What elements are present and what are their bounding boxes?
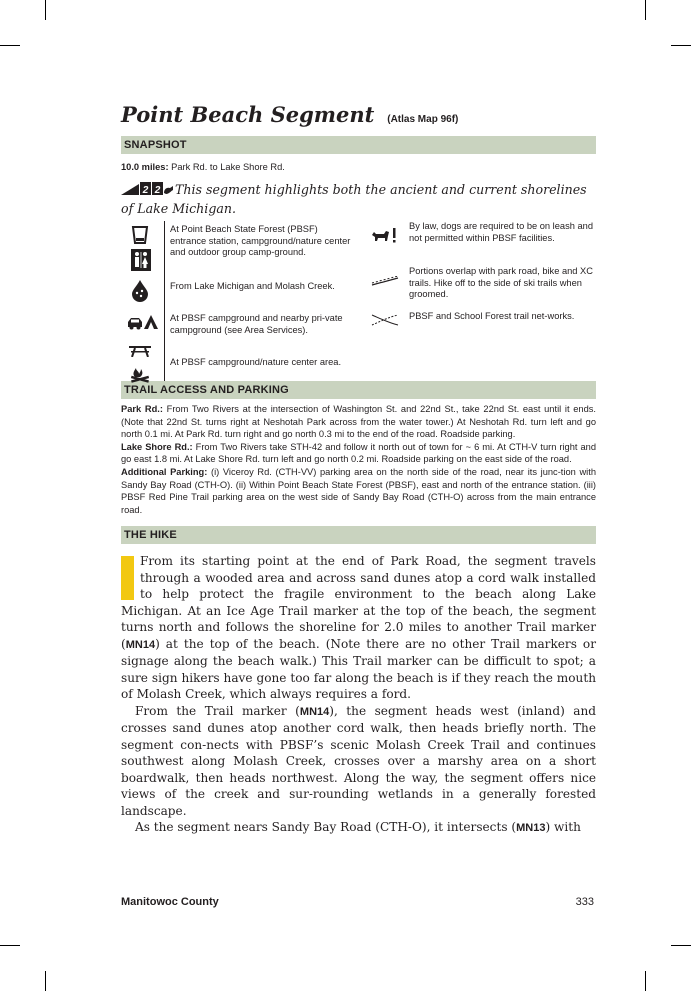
fire-icon: [129, 365, 151, 387]
water-icon: [131, 225, 149, 249]
trail-marker-code: MN14: [299, 705, 330, 718]
amenity-text: At Point Beach State Forest (PBSF) entrance station, campground/nature center and outdoor group camp-ground.: [170, 224, 351, 257]
hike-text-run: ), the segment heads west (inland) and crosses sand dunes atop another cord walk, then heads briefly north. The segment con-nects with PBSF’s scenic Molash Creek Trail and continues southwest along Molash Creek, crosses over a marshy area on a short boardwalk, then heads northwest. Along the way, the segment offers nice views of the creek and sur-rounding wetlands in a generally forested landscape.: [121, 703, 597, 818]
segment-length: [121, 160, 596, 174]
elevation-wedge-icon: [121, 184, 139, 195]
hike-paragraph-2: [121, 703, 596, 820]
access-text: From Two Rivers at the intersection of Washington St. and 22nd St., take 22nd St. east until it ends. (Note that 22nd St. turns right at Neshotah Park across from the water tower.) At Neshotah Rd. turn left and go north 0.1 mi. At Park Rd. turn right and go north 0.3 mi to the end of the road. Roadside parking.: [121, 404, 596, 440]
hike-text-run: ) with: [545, 820, 581, 835]
trail-access-section: [121, 403, 596, 516]
crop-mark: [645, 971, 646, 991]
camping-icon: [127, 314, 159, 334]
hike-text-run: As the segment nears Sandy Bay Road (CTH-O), it intersects (: [135, 820, 517, 835]
crop-mark: [671, 45, 691, 46]
access-label: Park Rd.:: [121, 404, 163, 414]
access-label: Additional Parking:: [121, 466, 208, 477]
drop-cap-bar: [121, 556, 134, 600]
access-heading: TRAIL ACCESS AND PARKING: [121, 381, 596, 399]
trail-marker-code: MN13: [516, 822, 546, 835]
miles-route: Park Rd. to Lake Shore Rd.: [171, 162, 285, 172]
boot-icon: [164, 186, 173, 194]
page-number: 333: [575, 896, 594, 908]
drop-icon: [131, 280, 149, 306]
restroom-icon: [131, 249, 151, 275]
access-label: Lake Shore Rd.:: [121, 441, 193, 452]
column-divider: [164, 221, 165, 381]
crop-mark: [671, 945, 691, 946]
access-entry-additional-parking: [121, 466, 596, 516]
crop-mark: [0, 945, 20, 946]
snapshot-heading: SNAPSHOT: [121, 136, 596, 154]
crop-mark: [45, 971, 46, 991]
crop-mark: [45, 0, 46, 20]
difficulty-badge-2: 2: [154, 185, 161, 196]
county-name: Manitowoc County: [121, 896, 219, 908]
access-entry-park-rd: [121, 403, 596, 441]
difficulty-icons: [121, 181, 173, 200]
hike-text-run: From its starting point at the end of Park Road, the segment travels through a wooded area and across sand dunes atop a cord walk installed to help protect the fragile environment to the beach along Lake Michigan. At an Ice Age Trail marker at the top of the beach, the segment turns north and follows the shoreline for 2.0 miles to another Trail marker (: [121, 554, 596, 651]
hike-description: [121, 553, 596, 837]
page-content: [121, 96, 596, 837]
hike-paragraph-3: [121, 819, 596, 837]
notice-text: PBSF and School Forest trail net-works.: [409, 311, 575, 321]
dog-warning-icon: [371, 227, 399, 247]
hike-text-run: ) at the top of the beach. (Note there are no other Trail markers or signage along the beach walk.) This Trail marker can be difficult to spot; a sure sign hikers have gone too far along the beach is if they reach the mouth of Molash Creek, which always requires a ford.: [121, 636, 596, 702]
hike-text-run: From the Trail marker (: [135, 703, 300, 718]
page-footer: [121, 896, 594, 912]
hike-paragraph-1: [121, 553, 596, 703]
atlas-reference: (Atlas Map 96f): [387, 114, 459, 125]
trail-network-icon: [371, 314, 399, 330]
crop-mark: [645, 0, 646, 20]
amenities-table: [121, 221, 596, 381]
access-text: (i) Viceroy Rd. (CTH-VV) parking area on the north side of the road, near its junc-tion with Sandy Bay Road (CTH-O). (ii) Within Point Beach State Forest (PBSF), east and north of the entrance station. (iii) PBSF Red Pine Trail parking area on the west side of Sandy Bay Road (CTH-O) across from the main entrance road.: [121, 466, 596, 515]
amenity-text: At PBSF campground/nature center area.: [170, 357, 342, 367]
difficulty-badge-1: 2: [142, 185, 149, 196]
notice-text: By law, dogs are required to be on leash and not permitted within PBSF facilities.: [409, 221, 593, 243]
trail-marker-code: MN14: [125, 638, 156, 651]
notice-text: Portions overlap with park road, bike and XC trails. Hike off to the side of ski trails when groomed.: [409, 266, 593, 299]
crop-mark: [0, 45, 20, 46]
access-entry-lake-shore-rd: [121, 441, 596, 466]
highlight-text: This segment highlights both the ancient and current shorelines of Lake Michigan.: [121, 182, 587, 216]
picnic-table-icon: [129, 345, 151, 361]
amenity-text: From Lake Michigan and Molash Creek.: [170, 281, 335, 291]
page-title: [121, 96, 596, 126]
segment-title: Point Beach Segment: [121, 102, 375, 127]
hike-heading: THE HIKE: [121, 526, 596, 544]
miles-label: 10.0 miles:: [121, 162, 169, 172]
road-walk-icon: [371, 276, 399, 290]
access-text: From Two Rivers take STH-42 and follow it north out of town for ~ 6 mi. At CTH-V turn right and go east 1.8 mi. At Lake Shore Rd. turn left and go north 0.2 mi. Roadside parking on the east side of the road.: [121, 441, 596, 465]
amenity-text: At PBSF campground and nearby pri-vate campground (see Area Services).: [170, 313, 343, 335]
segment-highlight: [121, 181, 596, 217]
